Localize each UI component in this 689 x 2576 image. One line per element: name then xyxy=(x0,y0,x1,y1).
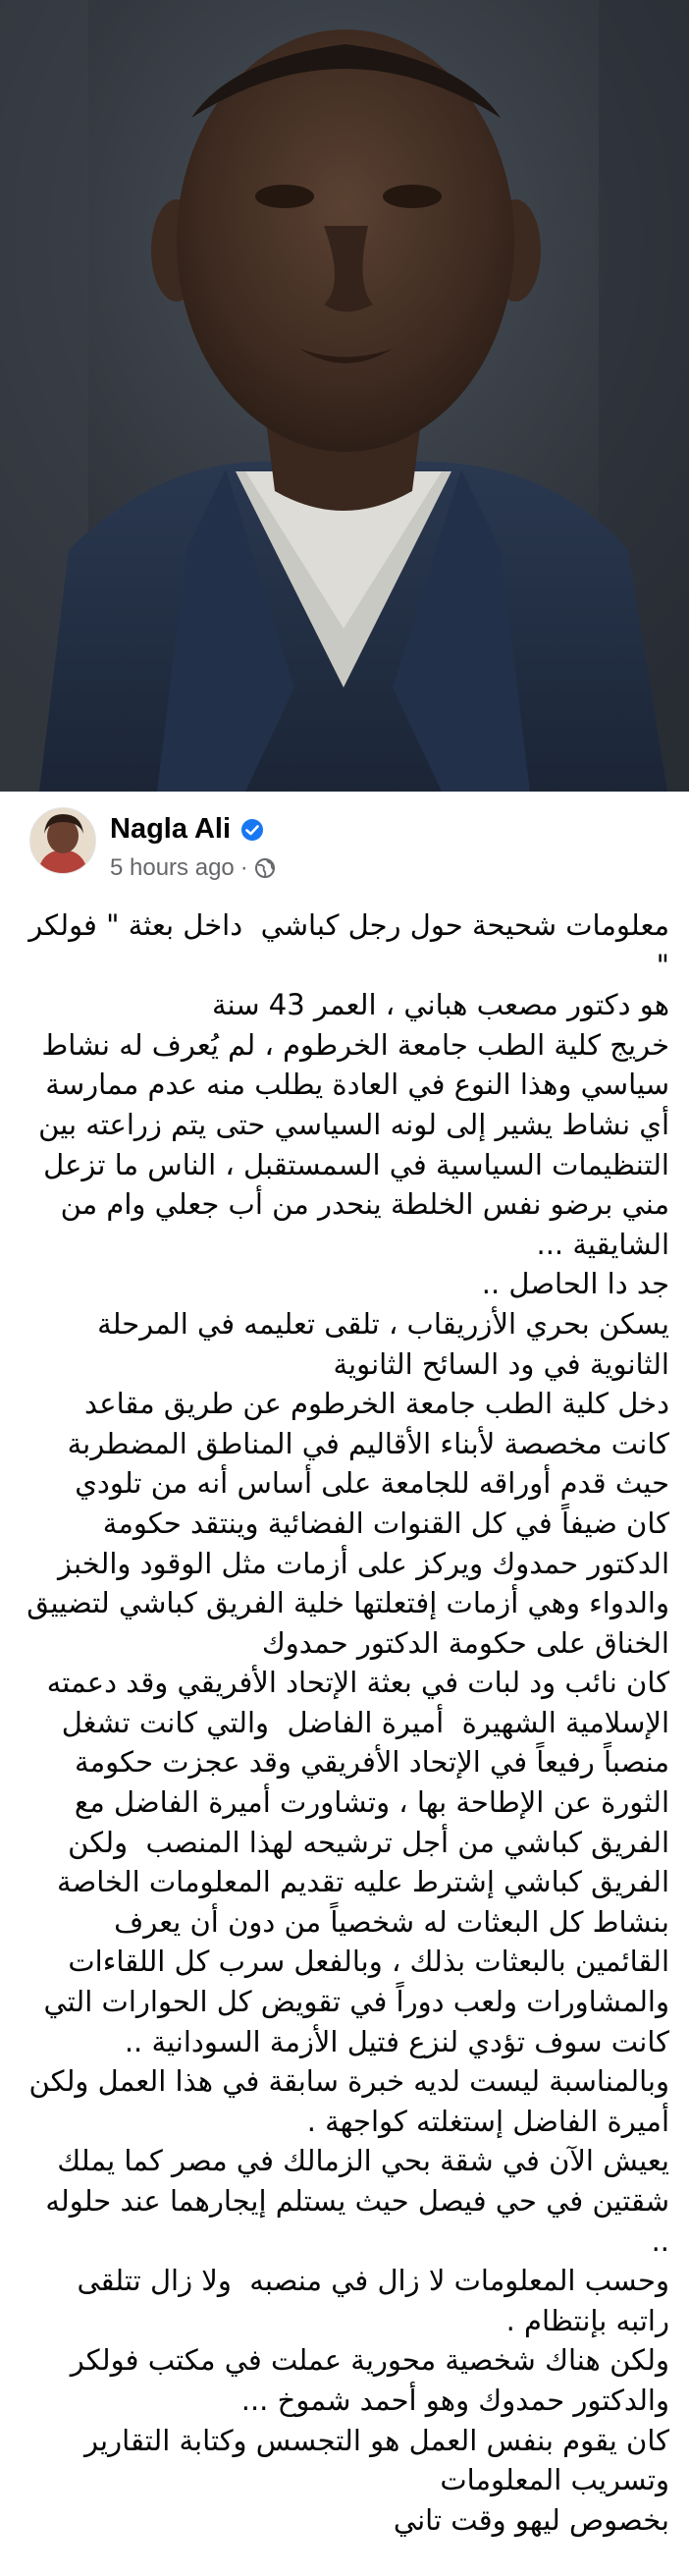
man-portrait-image xyxy=(0,0,689,792)
post-text xyxy=(0,905,689,2540)
post-paragraph: وبالمناسبة ليست لديه خبرة سابقة في هذا العمل ولكن أميرة الفاضل إستغلته كواجهة . xyxy=(20,2064,669,2138)
post-paragraph: هو دكتور مصعب هباني ، العمر 43 سنة xyxy=(211,988,669,1022)
post-photo[interactable] xyxy=(0,0,689,792)
post-paragraph: كان ضيفاً في كل القنوات الفضائية وينتقد حكومة الدكتور حمدوك ويركز على أزمات مثل الوقود والخبز والدواء وهي أزمات إفتعلتها خلية الفريق كباشي لتضييق الخناق على حكومة الدكتور حمدوك xyxy=(18,1506,669,1660)
post-paragraph: جد دا الحاصل .. xyxy=(481,1267,669,1301)
post-paragraph: يسكن بحري الأزريقاب ، تلقى تعليمه في المرحلة الثانوية في ود السائح الثانوية xyxy=(87,1306,669,1381)
meta-separator: · xyxy=(239,854,248,881)
avatar[interactable] xyxy=(29,807,96,874)
post-paragraph: بخصوص ليهو وقت تاني xyxy=(393,2502,669,2537)
post-paragraph: ولكن هناك شخصية محورية عملت في مكتب فولكر والدكتور حمدوك وهو أحمد شموخ ... xyxy=(61,2343,669,2417)
post-meta xyxy=(110,854,276,882)
post-paragraph: وحسب المعلومات لا زال في منصبه ولا زال تتلقى راتبه بإنتظام . xyxy=(68,2264,669,2337)
post-header xyxy=(0,792,689,900)
post-paragraph: دخل كلية الطب جامعة الخرطوم عن طريق مقاعد كانت مخصصة لأبناء الأقاليم في المناطق المضطربة حيث قدم أوراقه للجامعة على أساس أنه من تلودي xyxy=(58,1387,669,1501)
post-timestamp[interactable]: 5 hours ago xyxy=(110,854,235,881)
author-name[interactable]: Nagla Ali xyxy=(110,813,232,845)
verified-badge-icon xyxy=(240,818,264,842)
profile-photo-icon xyxy=(30,808,95,873)
author-line xyxy=(110,813,264,846)
post-paragraph: معلومات شحيحة حول رجل كباشي داخل بعثة " فولكر " xyxy=(20,908,669,982)
post-paragraph: كان نائب ود لبات في بعثة الإتحاد الأفريقي وقد دعمته الإسلامية الشهيرة أميرة الفاضل والتي كانت تشغل منصباً رفيعاً في الإتحاد الأفريقي وقد عجزت حكومة الثورة عن الإطاحة بها ، وتشاورت أميرة الفاضل مع الفريق كباشي من أجل ترشيحه لهذا المنصب ولكن الفريق كباشي إشترط عليه تقديم المعلومات الخاصة بنشاط كل البعثات له شخصياً من دون أن يعرف القائمين بالبعثات بذلك ، وبالفعل سرب كل اللقاءات والمشاورات ولعب دوراً في تقويض كل الحوارات التي كانت سوف تؤدي لنزع فتيل الأزمة السودانية .. xyxy=(34,1666,669,2058)
post-paragraph: يعيش الآن في شقة بحي الزمالك في مصر كما يملك شقتين في حي فيصل حيث يستلم إيجارهما عند حلوله .. xyxy=(26,2144,669,2258)
post-paragraph: خريج كلية الطب جامعة الخرطوم ، لم يُعرف له نشاط سياسي وهذا النوع في العادة يطلب منه عدم ممارسة أي نشاط يشير إلى لونه السياسي حتى يتم زراعته بين التنظيمات السياسية في السمستقبل ، الناس ما تزعل مني برضو نفس الخلطة ينحدر من أب جعلي وام من الشايقية ... xyxy=(28,1027,669,1261)
post-paragraph: كان يقوم بنفس العمل هو التجسس وكتابة التقارير وتسريب المعلومات xyxy=(75,2423,669,2497)
globe-icon[interactable] xyxy=(254,857,276,879)
